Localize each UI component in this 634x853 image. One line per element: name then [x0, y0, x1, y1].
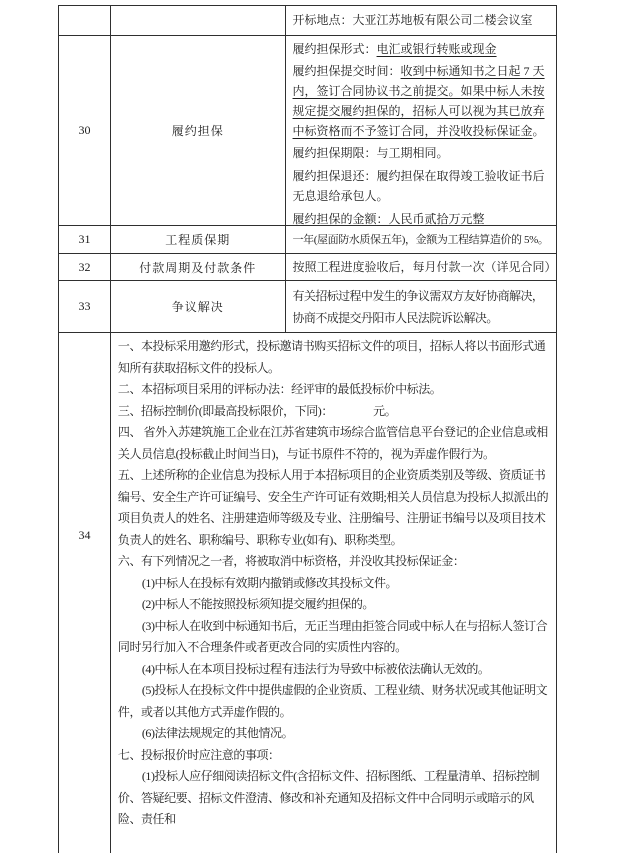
- content-paragraphs: [118, 336, 553, 831]
- underlined-text: 收到中标通知书之日起 7 天内，签订合同协议书之前提交。如果中标人未按规定提交履约担保的，招标人可以视为其已放弃中标资格而不予签订合同，并没收投标保证金: [292, 64, 545, 138]
- content-text: 有关招标过程中发生的争议需双方友好协商解决，协商不成提交丹阳市人民法院诉讼解决。: [292, 288, 544, 325]
- paragraph: 五、上述所称的企业信息为投标人用于本招标项目的企业资质类别及等级、资质证书编号、安全生产许可证编号、安全生产许可证有效期;相关人员信息为投标人拟派出的项目负责人的姓名、注册建造师等级及专业、注册编号、注册证书编号以及项目技术负责人的姓名、职称编号、职称专业(如有)、职称类型。: [117, 468, 549, 547]
- paragraph: (6)法律法规规定的其他情况。: [141, 726, 294, 740]
- paragraph: 履约担保期限：与工期相同。: [292, 146, 449, 160]
- table-row-opening-location: [59, 6, 557, 36]
- row-number-cell: 32: [59, 254, 111, 281]
- row-content-cell: [286, 36, 557, 226]
- content-paragraphs: [293, 39, 551, 229]
- text-segment: 履约担保提交时间：: [292, 64, 401, 78]
- paragraph: (2)中标人不能按照投标须知提交履约担保的。: [141, 597, 374, 611]
- table-row-warranty-period: [59, 226, 557, 254]
- paragraph: (3)中标人在收到中标通知书后，无正当理由拒签合同或中标人在与招标人签订合同时另行加入不合理条件或者更改合同的实质性内容的。: [117, 618, 548, 654]
- row-number-cell: 34: [59, 333, 111, 853]
- table-row-performance-bond: [59, 36, 557, 226]
- text-segment: 履约担保形式：: [292, 42, 377, 56]
- paragraph: 四、 省外入苏建筑施工企业在江苏省建筑市场综合监管信息平台登记的企业信息或相关人员信息(投标截止时间当日)，与证书原件不符的，视为弄虚作假行为。: [117, 425, 548, 461]
- content-paragraphs: [293, 10, 533, 32]
- row-content-cell: [286, 6, 557, 36]
- row-number-cell: 33: [59, 281, 111, 333]
- paragraph: 一、本投标采用邀约形式，投标邀请书购买招标文件的项目，招标人将以书面形式通知所有获取招标文件的投标人。: [117, 339, 546, 375]
- paragraph: 履约担保退还：履约担保在取得竣工验收证书后无息退给承包人。: [292, 169, 545, 203]
- content-text: 一年(屋面防水质保五年)，金额为工程结算造价的 5%。: [292, 233, 549, 246]
- table-row-bidding-instructions: [59, 333, 557, 853]
- paragraph: [293, 39, 551, 59]
- paragraph: (1)投标人应仔细阅读招标文件(含招标文件、招标图纸、工程量清单、招标控制价、答疑纪要、招标文件澄清、修改和补充通知及招标文件中合同明示或暗示的风险、责任和: [117, 769, 540, 826]
- paragraph: (5)投标人在投标文件中提供虚假的企业资质、工程业绩、财务状况或其他证明文件，或者以其他方式弄虚作假的。: [117, 683, 548, 719]
- paragraph: 开标地点：大亚江苏地板有限公司二楼会议室: [292, 12, 533, 27]
- row-content-cell: [286, 226, 557, 254]
- table-row-dispute-resolution: [59, 281, 557, 333]
- paragraph: 六、有下列情况之一者，将被取消中标资格，并没收其投标保证金：: [117, 554, 465, 568]
- row-number-cell: 30: [59, 36, 111, 226]
- row-number-cell: 31: [59, 226, 111, 254]
- paragraph: (4)中标人在本项目投标过程有违法行为导致中标被依法确认无效的。: [141, 661, 490, 676]
- bid-conditions-table: [58, 5, 557, 853]
- paragraph: 七、投标报价时应注意的事项：: [117, 747, 280, 762]
- row-content-cell: [286, 281, 557, 333]
- row-content-cell: [286, 254, 557, 281]
- row-label-cell: 付款周期及付款条件: [111, 254, 286, 281]
- paragraph: (1)中标人在投标有效期内撤销或修改其投标文件。: [141, 575, 398, 590]
- row-label-cell: 工程质保期: [111, 226, 286, 254]
- paragraph: 履约担保的金额：人民币贰拾万元整: [292, 212, 485, 226]
- row-label-cell: [111, 6, 286, 36]
- row-content-cell: [111, 333, 557, 853]
- paragraph: 三、招标控制价(即最高投标限价，下同)： 元。: [117, 403, 397, 418]
- underlined-text: 电汇或银行转账或现金: [376, 42, 497, 56]
- table-row-payment-terms: [59, 254, 557, 281]
- row-label-cell: 履约担保: [111, 36, 286, 226]
- paragraph: [293, 61, 551, 141]
- content-text: 按照工程进度验收后，每月付款一次（详见合同）: [292, 260, 557, 274]
- row-number-cell: [59, 6, 111, 36]
- text-segment: 。: [532, 124, 545, 138]
- paragraph: 二、本招标项目采用的评标办法：经评审的最低投标价中标法。: [117, 382, 442, 396]
- row-label-cell: 争议解决: [111, 281, 286, 333]
